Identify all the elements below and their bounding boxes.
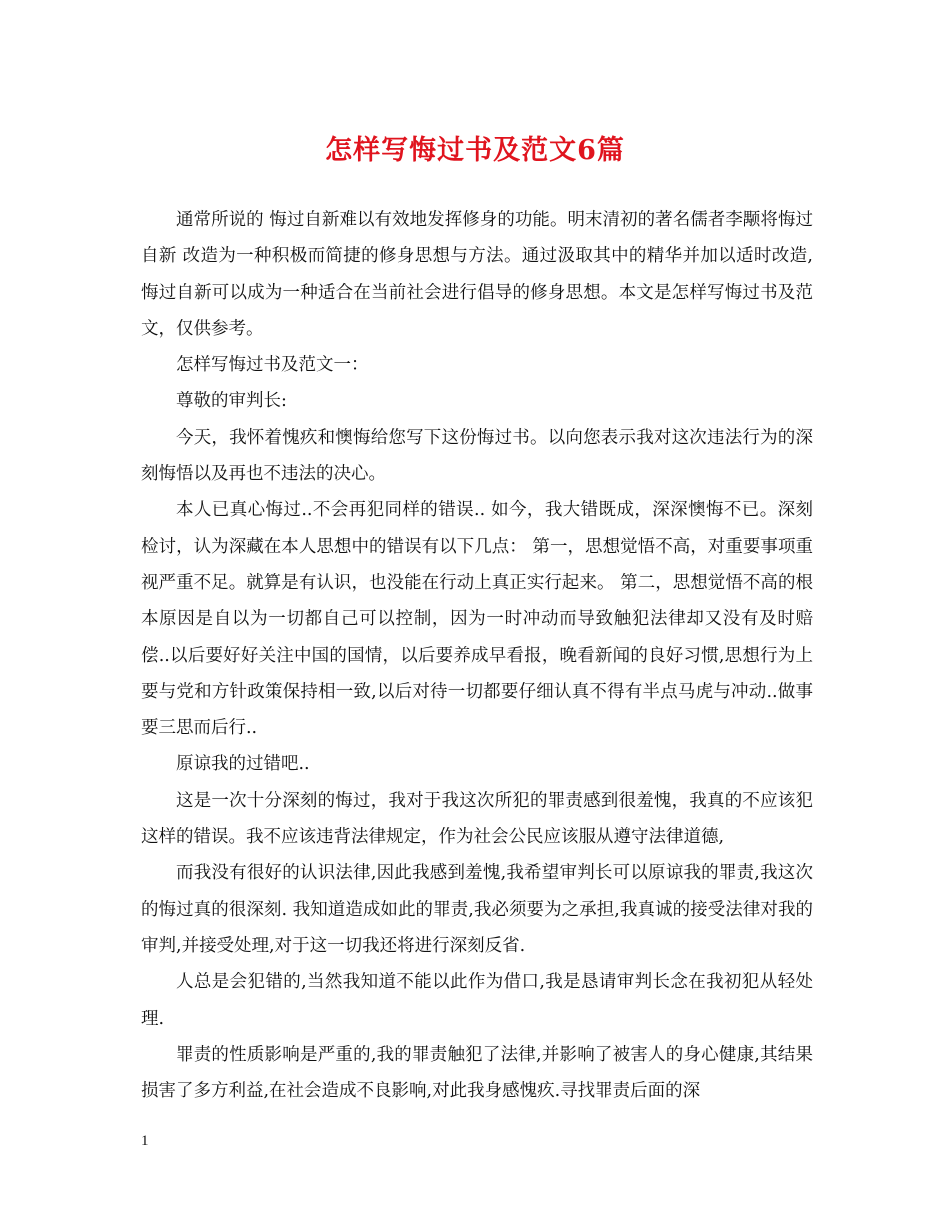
paragraph: 通常所说的 悔过自新难以有效地发挥修身的功能。明末清初的著名儒者李颙将悔过自新 改造为一种积极而简捷的修身思想与方法。通过汲取其中的精华并加以适时改造, 悔过自新可以成为一种适合在当前社会进行倡导的修身思想。本文是怎样写悔过书及范文，仅供参考。 [141,210,813,339]
paragraph: 今天，我怀着愧疚和懊悔给您写下这份悔过书。以向您表示我对这次违法行为的深刻悔悟以及再也不违法的决心。 [141,427,813,485]
paragraph: 人总是会犯错的,当然我知道不能以此作为借口,我是恳请审判长念在我初犯从轻处理. [141,972,813,1029]
paragraph: 罪责的性质影响是严重的,我的罪责触犯了法律,并影响了被害人的身心健康,其结果损害了多方利益,在社会造成不良影响,对此我身感愧疚.寻找罪责后面的深 [141,1044,813,1102]
page-number: 1 [141,1133,149,1149]
paragraph: 原谅我的过错吧.. [176,754,310,775]
document-body [141,202,813,1109]
paragraph: 这是一次十分深刻的悔过，我对于我这次所犯的罪责感到很羞愧，我真的不应该犯这样的错误。我不应该违背法律规定，作为社会公民应该服从遵守法律道德, [141,790,813,848]
paragraph: 本人已真心悔过..不会再犯同样的错误.. 如今，我大错既成，深深懊悔不已。深刻检讨，认为深藏在本人思想中的错误有以下几点： 第一，思想觉悟不高，对重要事项重视严重不足。就算是有认识，也没能在行动上真正实行起来。 第二，思想觉悟不高的根本原因是自以为一切都自己可以控制，因为一时冲动而导致触犯法律却又没有及时赔偿..以后要好好关注中国的国情，以后要养成早看报，晚看新闻的良好习惯,思想行为上要与党和方针政策保持相一致,以后对待一切都要仔细认真不得有半点马虎与冲动..做事要三思而后行.. [141,500,813,739]
paragraph: 而我没有很好的认识法律,因此我感到羞愧,我希望审判长可以原谅我的罪责,我这次的悔过真的很深刻. 我知道造成如此的罪责,我必须要为之承担,我真诚的接受法律对我的审判,并接受处理,对于这一切我还将进行深刻反省. [141,863,813,956]
document-title: 怎样写悔过书及范文6篇 [325,135,625,166]
paragraph: 怎样写悔过书及范文一： [176,355,369,376]
paragraph: 尊敬的审判长: [176,391,287,412]
